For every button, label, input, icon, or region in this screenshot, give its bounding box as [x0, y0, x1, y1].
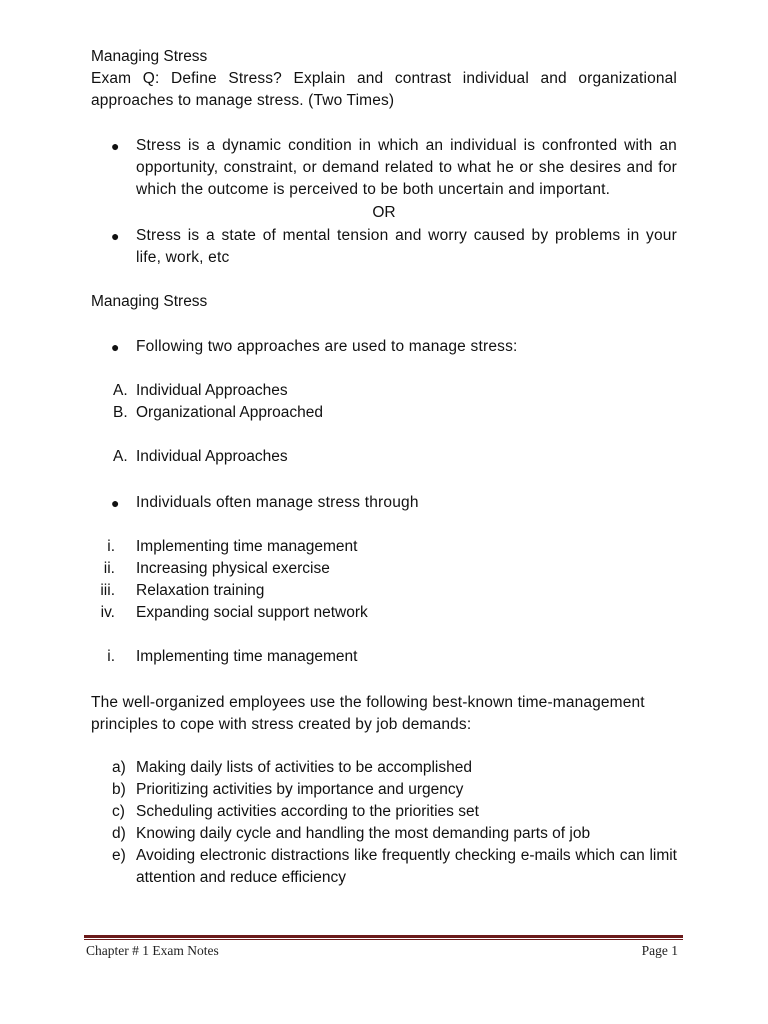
approach-marker: B.	[113, 404, 128, 421]
bullet-icon: ●	[111, 495, 120, 511]
definition-text: Stress is a dynamic condition in which an individual is confronted with an opportunity, constraint, or demand related to what he or she desires and for which the outcome is perceived to be both uncertain and important.	[136, 137, 677, 198]
principle-marker: d)	[112, 825, 126, 842]
method-label: Increasing physical exercise	[136, 560, 330, 577]
approach-label: Organizational Approached	[136, 404, 323, 421]
method-detail-marker: i.	[107, 648, 115, 665]
method-label: Expanding social support network	[136, 604, 368, 621]
bullet-icon: ●	[111, 138, 120, 154]
footer-divider	[84, 935, 683, 938]
page-heading: Managing Stress	[91, 48, 208, 65]
approach-marker: A.	[113, 382, 128, 399]
principle-marker: a)	[112, 759, 126, 776]
bullet-icon: ●	[111, 339, 120, 355]
method-marker: i.	[107, 538, 115, 555]
method-label: Relaxation training	[136, 582, 265, 599]
exam-question: Exam Q: Define Stress? Explain and contrast individual and organizational approaches to manage stress. (Two Times)	[91, 70, 677, 109]
principle-label: Prioritizing activities by importance and urgency	[136, 781, 464, 798]
definition-text: Stress is a state of mental tension and worry caused by problems in your life, work, etc	[136, 227, 677, 266]
approaches-intro-bullet	[111, 336, 677, 358]
principle-marker: e)	[112, 847, 126, 864]
principle-label: Knowing daily cycle and handling the most demanding parts of job	[136, 825, 591, 842]
subsection-marker: A.	[113, 448, 128, 465]
principle-marker: b)	[112, 781, 126, 798]
method-label: Implementing time management	[136, 538, 358, 555]
individual-intro-text: Individuals often manage stress through	[136, 494, 419, 511]
method-marker: iv.	[100, 604, 115, 621]
footer-page-number: Page 1	[641, 943, 678, 958]
principle-marker: c)	[112, 803, 125, 820]
method-marker: iii.	[100, 582, 115, 599]
definition-bullet-2	[111, 225, 677, 269]
principle-label: Avoiding electronic distractions like frequently checking e-mails which can limit attention and reduce efficiency	[136, 847, 677, 886]
section-heading: Managing Stress	[91, 293, 208, 310]
approaches-intro-text: Following two approaches are used to manage stress:	[136, 338, 518, 355]
principle-label: Making daily lists of activities to be accomplished	[136, 759, 472, 776]
approach-label: Individual Approaches	[136, 382, 288, 399]
or-separator: OR	[372, 204, 396, 221]
method-detail-heading: Implementing time management	[136, 648, 358, 665]
individual-intro-bullet	[111, 492, 677, 514]
method-marker: ii.	[103, 560, 115, 577]
bullet-icon: ●	[111, 228, 120, 244]
definition-bullet-1	[111, 135, 677, 201]
subsection-heading: Individual Approaches	[136, 448, 288, 465]
footer-chapter-label: Chapter # 1 Exam Notes	[86, 943, 219, 958]
principle-label: Scheduling activities according to the priorities set	[136, 803, 479, 820]
footer-divider-thin	[84, 939, 683, 940]
time-management-intro: The well-organized employees use the following best-known time-management principles to cope with stress created by job demands:	[91, 694, 645, 733]
